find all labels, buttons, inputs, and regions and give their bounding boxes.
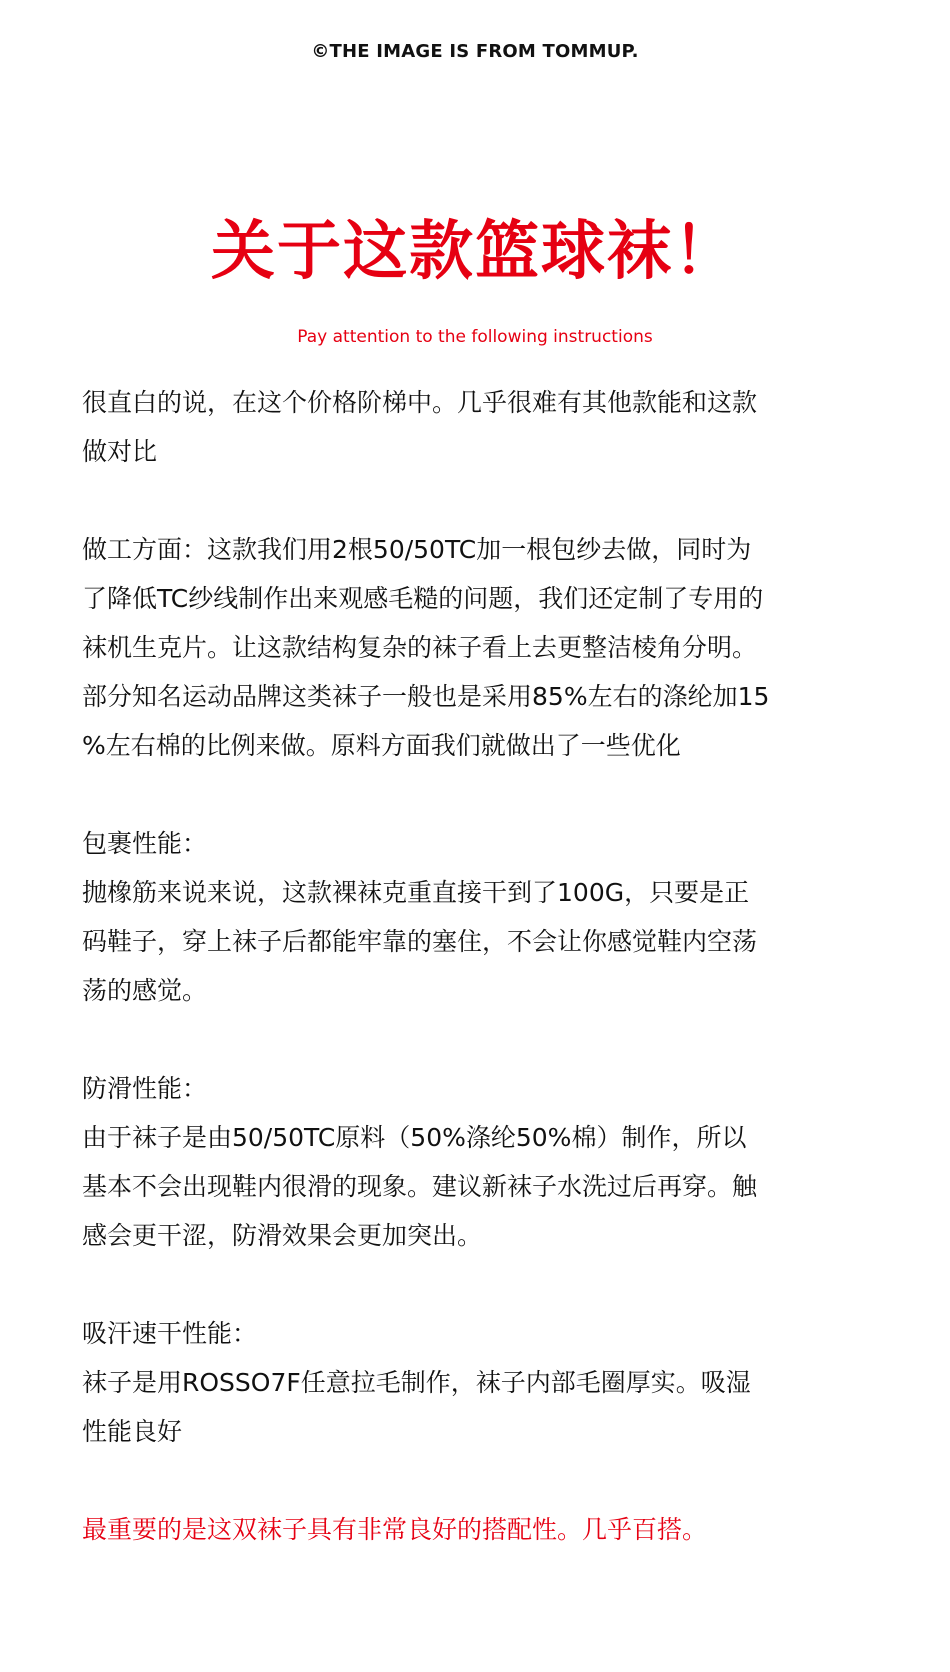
antislip-line: 基本不会出现鞋内很滑的现象。建议新袜子水洗过后再穿。触: [82, 1172, 758, 1201]
wrap-heading: 包裹性能：: [82, 829, 208, 858]
craft-line: 做工方面：这款我们用2根50/50TC加一根包纱去做，同时为: [82, 535, 752, 564]
intro-line: 很直白的说，在这个价格阶梯中。几乎很难有其他款能和这款: [82, 388, 758, 417]
antislip-line: 由于袜子是由50/50TC原料（50%涤纶50%棉）制作，所以: [82, 1123, 747, 1152]
antislip-line: 感会更干涩，防滑效果会更加突出。: [82, 1221, 483, 1250]
copyright-notice: ©THE IMAGE IS FROM TOMMUP.: [311, 41, 639, 62]
page-subtitle: Pay attention to the following instructions: [297, 327, 653, 347]
paragraph-gap: [82, 770, 882, 819]
page-title: 关于这款篮球袜！: [211, 215, 739, 289]
sweat-line: 袜子是用ROSSO7F任意拉毛制作，袜子内部毛圈厚实。吸湿: [82, 1368, 751, 1397]
craft-line: %左右棉的比例来做。原料方面我们就做出了一些优化: [82, 731, 681, 760]
sweat-line: 性能良好: [82, 1417, 183, 1446]
antislip-heading: 防滑性能：: [82, 1074, 208, 1103]
craft-line: 了降低TC纱线制作出来观感毛糙的问题，我们还定制了专用的: [82, 584, 764, 613]
wrap-line: 抛橡筋来说来说，这款裸袜克重直接干到了100G，只要是正: [82, 878, 750, 907]
paragraph-gap: [82, 1015, 882, 1064]
sweat-heading: 吸汗速干性能：: [82, 1319, 258, 1348]
wrap-line: 码鞋子，穿上袜子后都能牢靠的塞住，不会让你感觉鞋内空荡: [82, 927, 758, 956]
highlight-statement: 最重要的是这双袜子具有非常良好的搭配性。几乎百搭。: [82, 1515, 708, 1544]
intro-line: 做对比: [82, 437, 158, 466]
craft-line: 袜机生克片。让这款结构复杂的袜子看上去更整洁棱角分明。: [82, 633, 758, 662]
paragraph-gap: [82, 476, 882, 525]
craft-line: 部分知名运动品牌这类袜子一般也是采用85%左右的涤纶加15: [82, 682, 770, 711]
article-body: [82, 378, 882, 1554]
wrap-line: 荡的感觉。: [82, 976, 208, 1005]
paragraph-gap: [82, 1456, 882, 1505]
paragraph-gap: [82, 1260, 882, 1309]
